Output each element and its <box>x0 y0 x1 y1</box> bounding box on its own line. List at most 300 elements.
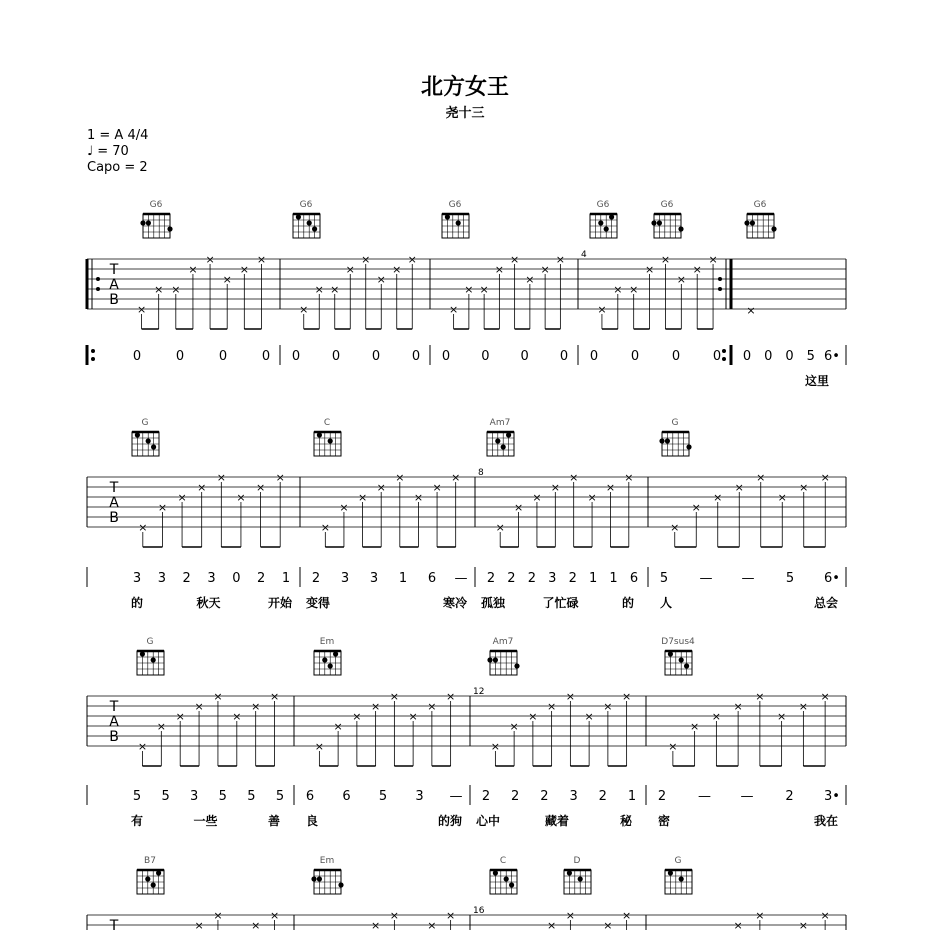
pick-mark: × <box>670 521 680 534</box>
lyric-text: 我在 <box>813 814 839 828</box>
jianpu-note: 3 <box>340 571 350 586</box>
jianpu-note: 3 <box>207 571 216 586</box>
pick-mark: × <box>603 919 613 930</box>
pick-mark: × <box>194 700 204 713</box>
pick-mark: × <box>550 481 560 494</box>
pick-mark: × <box>603 700 613 713</box>
jianpu-note: 2 <box>481 789 491 804</box>
jianpu-note: 2 <box>527 571 536 586</box>
chord-dot <box>668 651 673 656</box>
jianpu-note: 5 <box>218 789 227 804</box>
pick-mark: × <box>157 501 168 514</box>
tab-clef-t: T <box>109 262 119 278</box>
jianpu-note: 6 <box>342 789 351 804</box>
pick-mark: × <box>236 491 246 504</box>
song-title: 北方女王 <box>420 75 509 100</box>
pick-mark: × <box>371 700 381 713</box>
pick-mark: × <box>613 283 623 296</box>
chord-name: G6 <box>299 200 313 210</box>
jianpu-note: 5 <box>132 789 142 804</box>
jianpu-note: 1 <box>609 571 618 586</box>
pick-mark: × <box>624 471 634 484</box>
chord-dot <box>328 663 333 668</box>
jianpu-note: 0 <box>742 349 752 364</box>
pick-mark: × <box>798 700 808 713</box>
pick-mark: × <box>547 919 557 930</box>
pick-mark: × <box>222 273 232 286</box>
pick-mark: × <box>509 720 519 733</box>
pick-mark: × <box>205 253 215 266</box>
pick-mark: × <box>269 909 280 922</box>
jianpu-note: 1 <box>281 571 291 586</box>
chord-dot <box>750 220 755 225</box>
lyric-text: 孤独 <box>480 596 506 610</box>
pick-mark: × <box>275 471 285 484</box>
pick-mark: × <box>494 263 504 276</box>
chord-dot <box>493 870 498 875</box>
pick-mark: × <box>692 263 702 276</box>
jianpu-note: 6• <box>824 571 840 586</box>
chord-dot <box>678 226 683 231</box>
chord-name: G <box>674 856 682 866</box>
capo-marking: Capo = 2 <box>87 160 148 175</box>
pick-mark: × <box>756 471 766 484</box>
chord-dot <box>578 876 583 881</box>
jianpu-note: 2 <box>511 789 520 804</box>
pick-mark: × <box>449 303 459 316</box>
chord-dot <box>151 882 156 887</box>
jianpu-note: — <box>699 571 713 586</box>
jianpu-note: 2 <box>785 789 794 804</box>
pick-mark: × <box>755 909 765 922</box>
tab-clef-a: A <box>109 714 119 730</box>
tab-clef-b: B <box>109 510 119 526</box>
jianpu-note: 2 <box>657 789 667 804</box>
lyric-text: 良 <box>305 814 319 828</box>
chord-dot <box>296 214 301 219</box>
lyric-text: 寒冷 <box>442 596 468 610</box>
pick-mark: × <box>660 253 671 266</box>
pick-mark: × <box>446 909 456 922</box>
lyric-text: 善 <box>267 814 281 828</box>
jianpu-note: 5 <box>275 789 285 804</box>
chord-name: G <box>146 637 154 647</box>
pick-mark: × <box>525 273 535 286</box>
pick-mark: × <box>330 283 340 296</box>
chord-dot <box>679 657 684 662</box>
pick-mark: × <box>376 273 386 286</box>
jianpu-note: — <box>449 789 463 804</box>
jianpu-note: 5 <box>247 789 256 804</box>
jianpu-note: 0 <box>441 349 451 364</box>
chord-dot <box>151 444 156 449</box>
jianpu-note: 0 <box>520 349 529 364</box>
jianpu-note: — <box>740 789 754 804</box>
pick-mark: × <box>339 501 349 514</box>
jianpu-note: 2 <box>540 789 549 804</box>
repeat-dot <box>91 357 95 361</box>
jianpu-note: — <box>698 789 711 804</box>
jianpu-note: 2 <box>486 571 496 586</box>
lyric-text: 了忙碌 <box>542 596 579 610</box>
pick-mark: × <box>734 481 744 494</box>
jianpu-note: — <box>454 571 468 586</box>
lyric-text: 密 <box>657 814 671 828</box>
jianpu-note: 0 <box>218 349 228 364</box>
jianpu-note: 3• <box>824 789 840 804</box>
pick-mark: × <box>713 491 723 504</box>
chord-dot <box>135 432 140 437</box>
jianpu-note: 2 <box>568 571 577 586</box>
pick-mark: × <box>820 909 830 922</box>
pick-mark: × <box>820 690 830 703</box>
jianpu-note: 0 <box>785 349 794 364</box>
pick-mark: × <box>587 491 597 504</box>
jianpu-note: 0 <box>232 571 241 586</box>
chord-dot <box>487 657 492 662</box>
jianpu-note: 0 <box>712 349 722 364</box>
chord-dot <box>501 444 506 449</box>
chord-dot <box>493 657 498 662</box>
chord-dot <box>307 220 312 225</box>
pick-mark: × <box>622 909 632 922</box>
chord-dot <box>445 214 450 219</box>
chord-dot <box>495 438 500 443</box>
pick-mark: × <box>407 253 417 266</box>
chord-name: Em <box>319 637 335 647</box>
pick-mark: × <box>540 263 550 276</box>
chord-name: G <box>141 418 149 428</box>
jianpu-note: 3 <box>132 571 142 586</box>
jianpu-note: 6 <box>629 571 639 586</box>
chord-name: Am7 <box>492 637 514 647</box>
tab-clef-b: B <box>109 292 119 308</box>
pick-mark: × <box>432 481 442 494</box>
pick-mark: × <box>464 283 474 296</box>
pick-mark: × <box>392 263 402 276</box>
repeat-dot <box>91 349 95 353</box>
tab-clef-a: A <box>109 277 119 293</box>
chord-dot <box>156 870 161 875</box>
chord-dot <box>514 663 519 668</box>
pick-mark: × <box>413 491 424 504</box>
chord-name: G6 <box>596 200 610 210</box>
pick-mark: × <box>690 720 700 733</box>
pick-mark: × <box>352 710 362 723</box>
lyric-text: 的 <box>621 596 635 610</box>
pick-mark: × <box>194 919 204 930</box>
pick-mark: × <box>177 491 187 504</box>
pick-mark: × <box>479 283 489 296</box>
jianpu-note: 3 <box>369 571 379 586</box>
pick-mark: × <box>299 303 309 316</box>
jianpu-note: 2 <box>257 571 266 586</box>
pick-mark: × <box>389 690 399 703</box>
chord-dot <box>506 432 511 437</box>
pick-mark: × <box>408 710 418 723</box>
measure-number: 16 <box>473 906 485 916</box>
jianpu-note: 2 <box>507 571 516 586</box>
jianpu-note: 0 <box>589 349 599 364</box>
tempo-marking: ♩ = 70 <box>87 144 129 159</box>
chord-dot <box>684 663 689 668</box>
measure-number: 8 <box>478 468 484 478</box>
pick-mark: × <box>733 700 743 713</box>
jianpu-note: 2 <box>182 571 191 586</box>
pick-mark: × <box>357 491 368 504</box>
pick-mark: × <box>345 263 355 276</box>
chord-name: Am7 <box>489 418 511 428</box>
jianpu-note: 1 <box>627 789 637 804</box>
jianpu-note: 1 <box>398 571 408 586</box>
tab-clef-t: T <box>109 480 119 496</box>
chord-dot <box>679 876 684 881</box>
pick-mark: × <box>395 471 405 484</box>
chord-dot <box>567 870 572 875</box>
pick-mark: × <box>565 909 575 922</box>
chord-dot <box>322 657 327 662</box>
pick-mark: × <box>333 720 343 733</box>
tab-clef-b: B <box>109 729 119 745</box>
tab-clef-t: T <box>109 918 119 930</box>
chord-dot <box>668 870 673 875</box>
lyric-text: 开始 <box>267 596 293 610</box>
pick-mark: × <box>676 273 686 286</box>
pick-mark: × <box>376 481 386 494</box>
pick-mark: × <box>584 710 594 723</box>
pick-mark: × <box>156 720 166 733</box>
chord-dot <box>328 438 333 443</box>
pick-mark: × <box>213 690 223 703</box>
pick-mark: × <box>256 253 267 266</box>
jianpu-note: 5 <box>806 349 815 364</box>
lyric-text: 的狗 <box>437 814 463 828</box>
pick-mark: × <box>314 740 324 753</box>
chord-dot <box>140 220 145 225</box>
pick-mark: × <box>154 283 164 296</box>
pick-mark: × <box>389 909 399 922</box>
pick-mark: × <box>755 690 765 703</box>
lyric-text: 有 <box>130 814 144 828</box>
pick-mark: × <box>644 263 655 276</box>
chord-dot <box>686 444 691 449</box>
jianpu-note: 0 <box>261 349 271 364</box>
pick-mark: × <box>427 919 437 930</box>
pick-mark: × <box>175 710 185 723</box>
jianpu-note: 0 <box>671 349 681 364</box>
lyric-text: 秘 <box>619 814 633 828</box>
pick-mark: × <box>569 471 579 484</box>
jianpu-note: 5 <box>785 571 795 586</box>
pick-mark: × <box>513 501 524 514</box>
jianpu-note: 5 <box>659 571 669 586</box>
repeat-dot <box>722 349 726 353</box>
pick-mark: × <box>251 700 261 713</box>
pick-mark: × <box>239 263 249 276</box>
pick-mark: × <box>171 283 181 296</box>
chord-dot <box>151 657 156 662</box>
pick-mark: × <box>314 283 324 296</box>
pick-mark: × <box>547 700 557 713</box>
pick-mark: × <box>197 481 207 494</box>
tab-clef-t: T <box>109 699 119 715</box>
song-artist: 尧十三 <box>445 106 485 121</box>
jianpu-note: 2 <box>311 571 321 586</box>
jianpu-note: 0 <box>764 349 773 364</box>
chord-dot <box>145 876 150 881</box>
chord-dot <box>312 226 317 231</box>
chord-dot <box>604 226 609 231</box>
chord-dot <box>665 438 670 443</box>
pick-mark: × <box>427 700 437 713</box>
lyric-text: 藏着 <box>544 814 570 828</box>
jianpu-note: 1 <box>589 571 598 586</box>
lyric-text: 这里 <box>804 374 830 388</box>
chord-name: G6 <box>753 200 767 210</box>
chord-name: G <box>671 418 679 428</box>
jianpu-note: 0 <box>481 349 490 364</box>
jianpu-note: 0 <box>291 349 301 364</box>
pick-mark: × <box>746 304 756 317</box>
chord-name: G6 <box>448 200 462 210</box>
tab-clef-a: A <box>109 495 119 511</box>
pick-mark: × <box>213 909 223 922</box>
pick-mark: × <box>320 521 330 534</box>
pick-mark: × <box>622 690 632 703</box>
pick-mark: × <box>777 710 787 723</box>
lyric-text: 人 <box>659 596 673 610</box>
repeat-dot <box>722 357 726 361</box>
chord-dot <box>609 214 614 219</box>
pick-mark: × <box>495 521 505 534</box>
pick-mark: × <box>446 690 456 703</box>
jianpu-note: 3 <box>548 571 557 586</box>
pick-mark: × <box>532 491 542 504</box>
chord-name: Em <box>319 856 335 866</box>
jianpu-note: 6 <box>305 789 315 804</box>
pick-mark: × <box>711 710 721 723</box>
pick-mark: × <box>565 690 575 703</box>
chord-dot <box>140 651 145 656</box>
pick-mark: × <box>528 710 538 723</box>
chord-name: G6 <box>149 200 163 210</box>
jianpu-note: 5 <box>161 789 170 804</box>
lyric-text: 变得 <box>305 596 331 610</box>
lyric-text: 总会 <box>813 596 839 610</box>
pick-mark: × <box>691 501 701 514</box>
chord-dot <box>598 220 603 225</box>
pick-mark: × <box>708 253 718 266</box>
pick-mark: × <box>251 919 261 930</box>
chord-dot <box>509 882 514 887</box>
pick-mark: × <box>597 303 607 316</box>
measure-number: 4 <box>581 250 587 260</box>
pick-mark: × <box>451 471 461 484</box>
jianpu-note: 0 <box>371 349 381 364</box>
pick-mark: × <box>138 521 148 534</box>
pick-mark: × <box>799 481 809 494</box>
pick-mark: × <box>510 253 520 266</box>
jianpu-note: 0 <box>411 349 421 364</box>
measure-number: 12 <box>473 687 485 697</box>
chord-dot <box>317 432 322 437</box>
chord-name: C <box>499 856 507 866</box>
lyric-text: 心中 <box>475 814 501 828</box>
pick-mark: × <box>137 740 148 753</box>
pick-mark: × <box>232 710 242 723</box>
pick-mark: × <box>269 690 280 703</box>
chord-dot <box>146 220 151 225</box>
pick-mark: × <box>798 919 808 930</box>
chord-dot <box>657 220 662 225</box>
chord-name: D7sus4 <box>661 637 695 647</box>
chord-dot <box>317 876 322 881</box>
jianpu-note: 0 <box>630 349 640 364</box>
jianpu-note: 3 <box>157 571 166 586</box>
jianpu-note: 3 <box>190 789 199 804</box>
pick-mark: × <box>555 253 565 266</box>
chord-dot <box>311 876 316 881</box>
pick-mark: × <box>361 253 371 266</box>
chord-dot <box>651 220 656 225</box>
jianpu-note: 0 <box>132 349 142 364</box>
lyric-text: 一些 <box>193 814 218 828</box>
pick-mark: × <box>255 481 266 494</box>
chord-dot <box>338 882 343 887</box>
pick-mark: × <box>733 919 743 930</box>
chord-name: B7 <box>144 856 156 866</box>
jianpu-note: 5 <box>378 789 388 804</box>
chord-dot <box>167 226 172 231</box>
jianpu-note: 0 <box>175 349 185 364</box>
pick-mark: × <box>371 919 381 930</box>
chord-name: D <box>573 856 581 866</box>
pick-mark: × <box>490 740 500 753</box>
chord-dot <box>333 651 338 656</box>
jianpu-note: 2 <box>598 789 607 804</box>
jianpu-note: 6• <box>824 349 840 364</box>
pick-mark: × <box>668 740 678 753</box>
chord-name: G6 <box>660 200 674 210</box>
jianpu-note: 3 <box>415 789 424 804</box>
repeat-dot <box>718 277 722 281</box>
jianpu-note: 0 <box>331 349 341 364</box>
chord-dot <box>456 220 461 225</box>
key-signature: 1 = A 4/4 <box>87 128 149 143</box>
chord-dot <box>659 438 664 443</box>
pick-mark: × <box>605 481 616 494</box>
chord-dot <box>771 226 776 231</box>
lyric-text: 的 <box>130 596 144 610</box>
pick-mark: × <box>777 491 787 504</box>
pick-mark: × <box>629 283 639 296</box>
pick-mark: × <box>820 471 830 484</box>
repeat-dot <box>96 287 100 291</box>
chord-dot <box>504 876 509 881</box>
repeat-dot <box>718 287 722 291</box>
jianpu-note: 0 <box>559 349 569 364</box>
chord-name: C <box>323 418 331 428</box>
pick-mark: × <box>188 263 198 276</box>
jianpu-note: 6 <box>427 571 437 586</box>
jianpu-note: — <box>741 571 755 586</box>
chord-dot <box>146 438 151 443</box>
lyric-text: 秋天 <box>196 596 221 610</box>
pick-mark: × <box>136 303 147 316</box>
pick-mark: × <box>216 471 226 484</box>
jianpu-note: 3 <box>569 789 578 804</box>
repeat-dot <box>96 277 100 281</box>
